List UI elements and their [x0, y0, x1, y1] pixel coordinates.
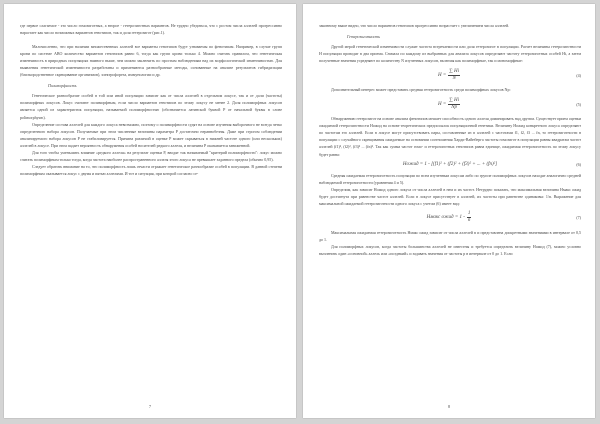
paragraph: Для полиморфных локусов, когда частоты большинства аллелей не известны и требуется определить величину Hожид (7), можно условно вычленить один «основной» аллель или «позднкий» и задавать значения от частоты p в интервале от 0 до 1. Если [319, 243, 581, 256]
section-heading: Гетерозиготность [347, 34, 380, 40]
right-page-content [319, 22, 581, 396]
paragraph: Другой мерой генетической изменчивости служит частота встречаемости или доля гетерозигот в популяции. Расчет величины гетерозиготности H популяции проводят в два приема. Сначала по каждому из выбранных для анализа локусов определяют частоту гетерозиготных особей Hi, а затем полученные значения усредняют по количеству N изученных локусов, включая как полиморфные, так и мономорфные: [319, 44, 581, 64]
formula-lhs: H = [437, 101, 447, 107]
formula-lhs: Hмакс ожид = 1 - [426, 215, 465, 221]
paragraph: Дополнительный интерес может представить средняя гетерозиготность среди полиморфных локусов Np: [331, 87, 511, 93]
paragraph: Для того чтобы уменьшить влияние «редкого аллеля» на результат оценки P, вводят так называемый "критерий полиморфности": локус можно считать полиморфным только тогда, когда частота наиболее распространенного аллеля этого локуса не превышает заданного предела (обычно 0,95). [20, 149, 282, 162]
formula-lhs: H = [437, 72, 447, 78]
paragraph: Максимальная ожидаемая гетерозиготность Hмакс ожид зависит от числа аллелей n и представлена дискретными значениями в интервале от 0,5 до 1. [319, 229, 581, 242]
formula-text: Hожид = 1 - [(f1)² + (f2)² + (f3)² + ... + (fn)²] [402, 162, 498, 168]
paragraph: Обнаружению гетерозигот на основе анализа фенотипов мешает способность одного аллеля доминировать над другим. Существует прием оценки ожидаемой гетерозиготности Hожид на основе теоретических предпосылок популяционной генетики. Величину Hожид конкретного локуса определяют по частотам его аллелей. Если в локусе могут присутствовать пары, составленные из n аллелей с частотами f1, f2, f3 ... fn, то гетерозиготности в популяции с случайного скрещивания ожидаемые на основании соотношения Харди-Вайнберга частоты гомозигот в популяции равны квадратам частот аллелей (f1)², (f2)², (f3)² ... (fn)². Так как сумма частот гомо- и гетерозиготных генотипов равна единице, ожидаемая гетерозиготность по этому локусу будет равна: [319, 116, 581, 157]
left-page [4, 4, 296, 418]
formula-numerator: ∑ Hi [449, 68, 460, 74]
formula-5 [319, 93, 581, 115]
formula-denominator: n [467, 218, 471, 224]
left-page-content [20, 22, 282, 396]
page-number: 8 [447, 404, 451, 409]
paragraph: Определение состава аллелей для каждого локуса невозможно, поэтому о полиморфности судят на основе изучения выборочного не всегда четко определенного набора локусов. Получаемые при этом численные величины параметра P достаточно неравнобезны. Даже при строгом соблюдении анализируемого набора локусов P не стабилизируется. Причина различий в оценке P может скрываться в нижней частоте одного (или нескольких) аллелей в локусе. При этом падает вероятность обнаружения особей носителей редкого аллеля, и величина P оказывается заниженной. [20, 121, 282, 148]
formula-fraction [448, 98, 460, 111]
section-heading: Полиморфность [48, 83, 77, 89]
formula-number: (5) [576, 101, 581, 107]
paragraph: Следует обратить внимание на то, что полиморфность лишь отчасти отражает генетическое разнообразие особей в популяции. В данной степени полиморфным оказывается локус с двумя и пятью аллелями. И тот и ситуация, при которой согласно се- [20, 163, 282, 176]
formula-fraction [448, 69, 460, 82]
formula-7 [319, 207, 581, 229]
formula-numerator: ∑ Hi [449, 97, 460, 103]
formula-denominator: Np [451, 104, 458, 110]
formula-denominator: N [452, 75, 456, 81]
paragraph: Средняя ожидаемая гетерозиготность популяции по всем изученным локусам либо по группе полиморфных локусов находят аналогично средней наблюдаемой гетерозиготности (уравнения 4 и 5). [319, 172, 581, 185]
paragraph: Определим, как зависит Hожид одного локуса от числа аллелей в нем и их частот. Нетрудно показать, что максимальная величина Hмакс ожид будет достигнута при равенстве частот аллелей. Если в локусе присутствует n аллелей, их частоты при равенстве одинаковы: 1/n. Выражение для максимальной ожидаемой гетерозиготности одного локуса с учетом (6) имеет вид: [319, 186, 581, 206]
paragraph: Генетическое разнообразие особей в той или иной популяции зависит как от числа аллелей в отдельном локусе, так и от доли (частоты) полиморфных локусов. Локус считают полиморфным, если число вариантов генотипов по этому локусу не менее 2. Доля полиморфных локусов является одной из характеристик популяции, называемой полиморфностью (обозначается латинской буквой P от начальной буквы в слове polimorphysm). [20, 93, 282, 120]
paragraph: где первое слагаемое - это число гомозиготных, а второе - гетерозиготных вариантов. Не трудно убедиться, что с ростом числа аллелей прогрессивно нарастает как число возможных вариантов генотипов, так и доля гетерозигот (рис.1). [20, 23, 282, 36]
paragraph: законному выше видно, что число вариантов генотипов прогрессивно возрастает с увеличением числа аллелей. [319, 23, 510, 28]
formula-6 [319, 158, 581, 172]
formula-number: (7) [576, 215, 581, 221]
formula-fraction [467, 211, 472, 224]
formula-number: (6) [576, 162, 581, 168]
right-page [303, 4, 595, 418]
page-number: 7 [148, 404, 152, 409]
formula-4 [319, 64, 581, 86]
paragraph: Малочисленно, что при наличии множественных аллелей все варианты генотипов будут узнаваемы по фенотипам. Например, в случае групп крови по системе АВО количество вариантов генотипов равно 6, тогда как групп крови только 4. Можно считать правилом, что генетическая изменчивость в природных популяциях намного выше, чем можно заключить по простым наблюдениям над их морфологической изменчивостью. Для выявления генетической изменчивости разработаны и применяются разнообразные методы, основанные на анализе результатов гибридизации (близкородственное скрещивание организмов), электрофореза, иммунологии и др. [20, 44, 282, 78]
formula-number: (4) [576, 72, 581, 78]
formula-numerator: 1 [467, 211, 471, 217]
